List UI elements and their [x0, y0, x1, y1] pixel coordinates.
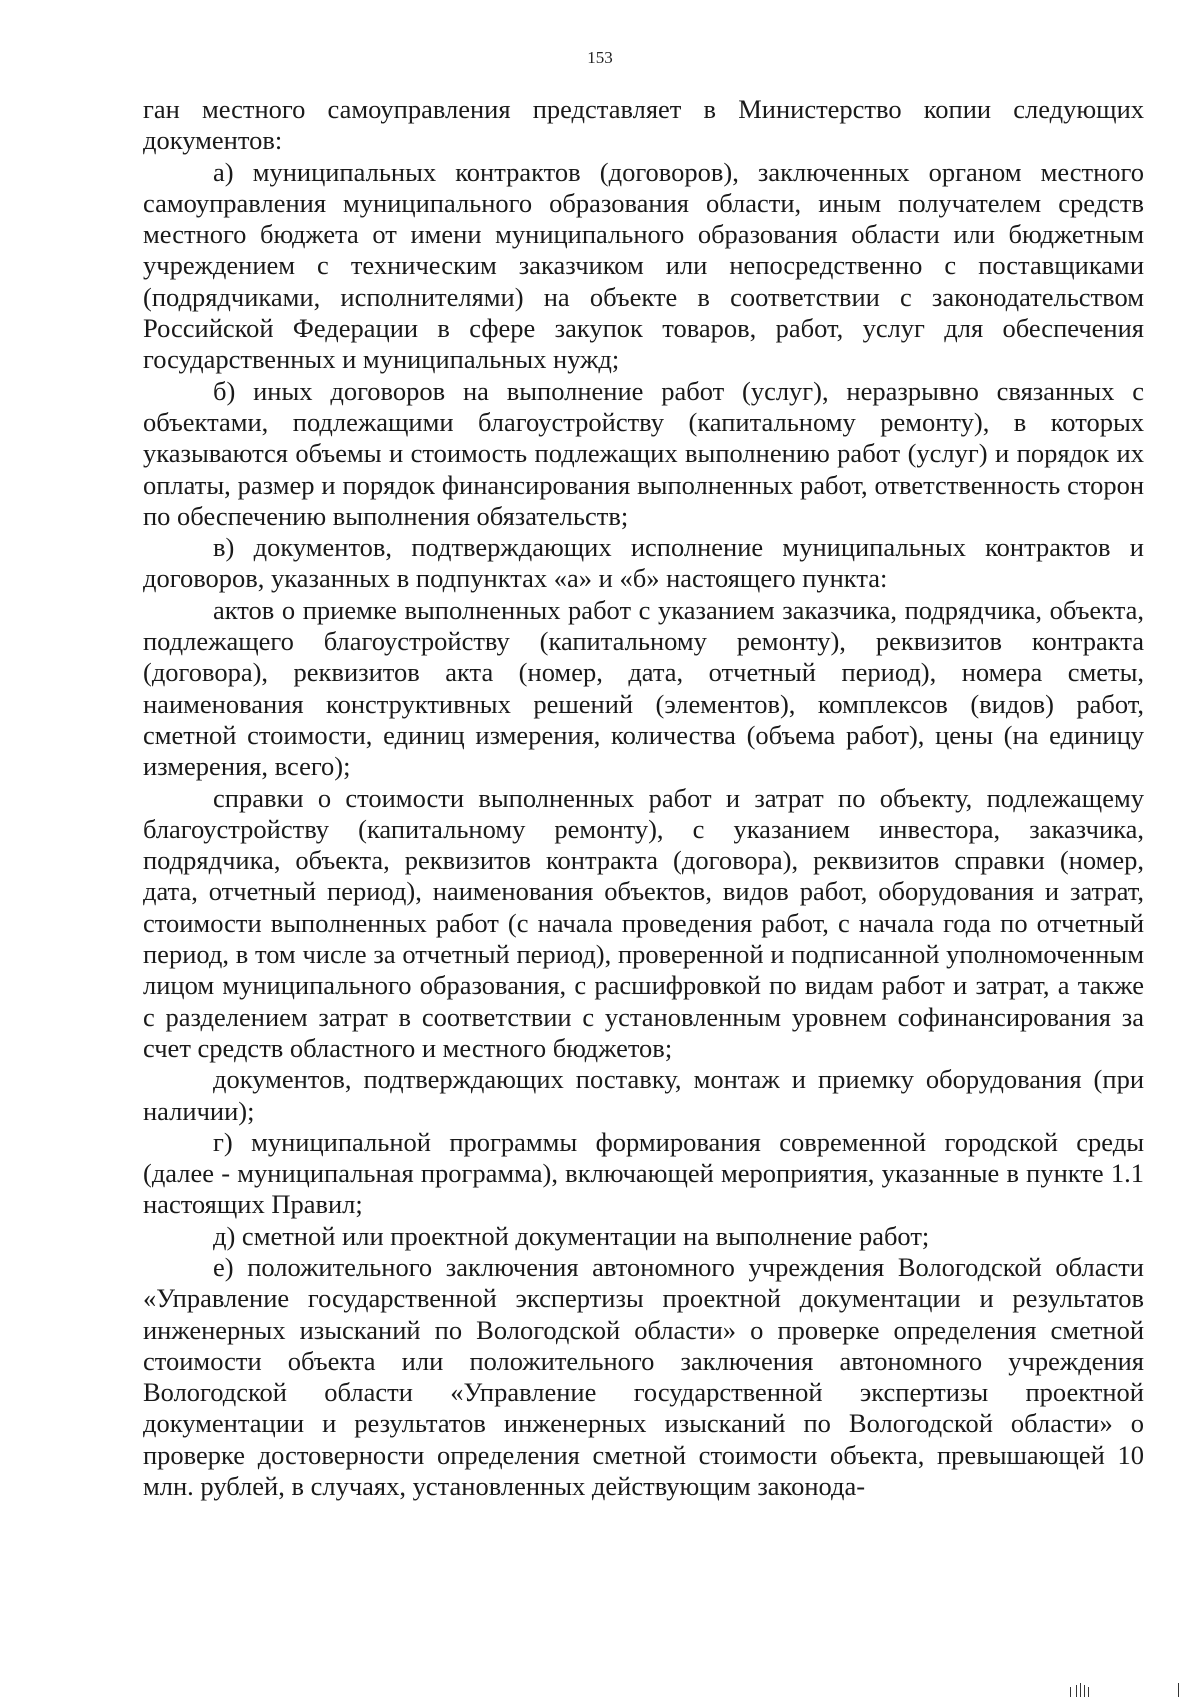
paragraph-item-g: г) муниципальной программы формирования современной городской среды (далее - муниципальная программа), включающей мероприятия, указанные в пункте 1.1 настоящих Правил;: [143, 1126, 1144, 1220]
paragraph-equipment-docs: документов, подтверждающих поставку, монтаж и приемку оборудования (при наличии);: [143, 1064, 1144, 1126]
page-number: 153: [587, 48, 613, 67]
paragraph-acts: актов о приемке выполненных работ с указанием заказчика, подрядчика, объекта, подлежащего благоустройству (капитальному ремонту), реквизитов контракта (договора), реквизитов акта (номер, дата, отчетный период), номера сметы, наименования конструктивных решений (элементов), комплексов (видов) работ, сметной стоимости, единиц измерения, количества (объема работ), цены (на единицу измерения, всего);: [143, 594, 1144, 782]
document-body: [143, 94, 1144, 1502]
paragraph-item-a: а) муниципальных контрактов (договоров), заключенных органом местного самоуправления муниципального образования области, иным получателем средств местного бюджета от имени муниципального образования области или бюджетным учреждением с техническим заказчиком или непосредственно с поставщиками (подрядчиками, исполнителями) на объекте в соответствии с законодательством Российской Федерации в сфере закупок товаров, работ, услуг для обеспечения государственных и муниципальных нужд;: [143, 156, 1144, 375]
paragraph-item-e: е) положительного заключения автономного учреждения Вологодской области «Управление государственной экспертизы проектной документации и результатов инженерных изысканий по Вологодской области» о проверке определения сметной стоимости объекта или положительного заключения автономного учреждения Вологодской области «Управление государственной экспертизы проектной документации и результатов инженерных изысканий по Вологодской области» о проверке достоверности определения сметной стоимости объекта, превышающей 10 млн. рублей, в случаях, установленных действующим законода-: [143, 1251, 1144, 1502]
paragraph-item-d: д) сметной или проектной документации на выполнение работ;: [213, 1220, 930, 1251]
paragraph-certificates: справки о стоимости выполненных работ и затрат по объекту, подлежащему благоустройству (капитальному ремонту), с указанием инвестора, заказчика, подрядчика, объекта, реквизитов контракта (договора), реквизитов справки (номер, дата, отчетный период), наименования объектов, видов работ, оборудования и затрат, стоимости выполненных работ (с начала проведения работ, с начала года по отчетный период, в том числе за отчетный период), проверенной и подписанной уполномоченным лицом муниципального образования, с расшифровкой по видам работ и затрат, а также с разделением затрат в соответствии с установленным уровнем софинансирования за счет средств областного и местного бюджетов;: [143, 782, 1144, 1063]
scan-edge-marks: [1000, 1680, 1200, 1697]
paragraph-item-v: в) документов, подтверждающих исполнение муниципальных контрактов и договоров, указанных в подпунктах «а» и «б» настоящего пункта:: [143, 532, 1144, 594]
paragraph-item-b: б) иных договоров на выполнение работ (услуг), неразрывно связанных с объектами, подлежащими благоустройству (капитальному ремонту), в которых указываются объемы и стоимость подлежащих выполнению работ (услуг) и порядок их оплаты, размер и порядок финансирования выполненных работ, ответственность сторон по обеспечению выполнения обязательств;: [143, 375, 1144, 531]
paragraph-intro: ган местного самоуправления представляет в Министерство копии следующих документов:: [143, 94, 1144, 156]
